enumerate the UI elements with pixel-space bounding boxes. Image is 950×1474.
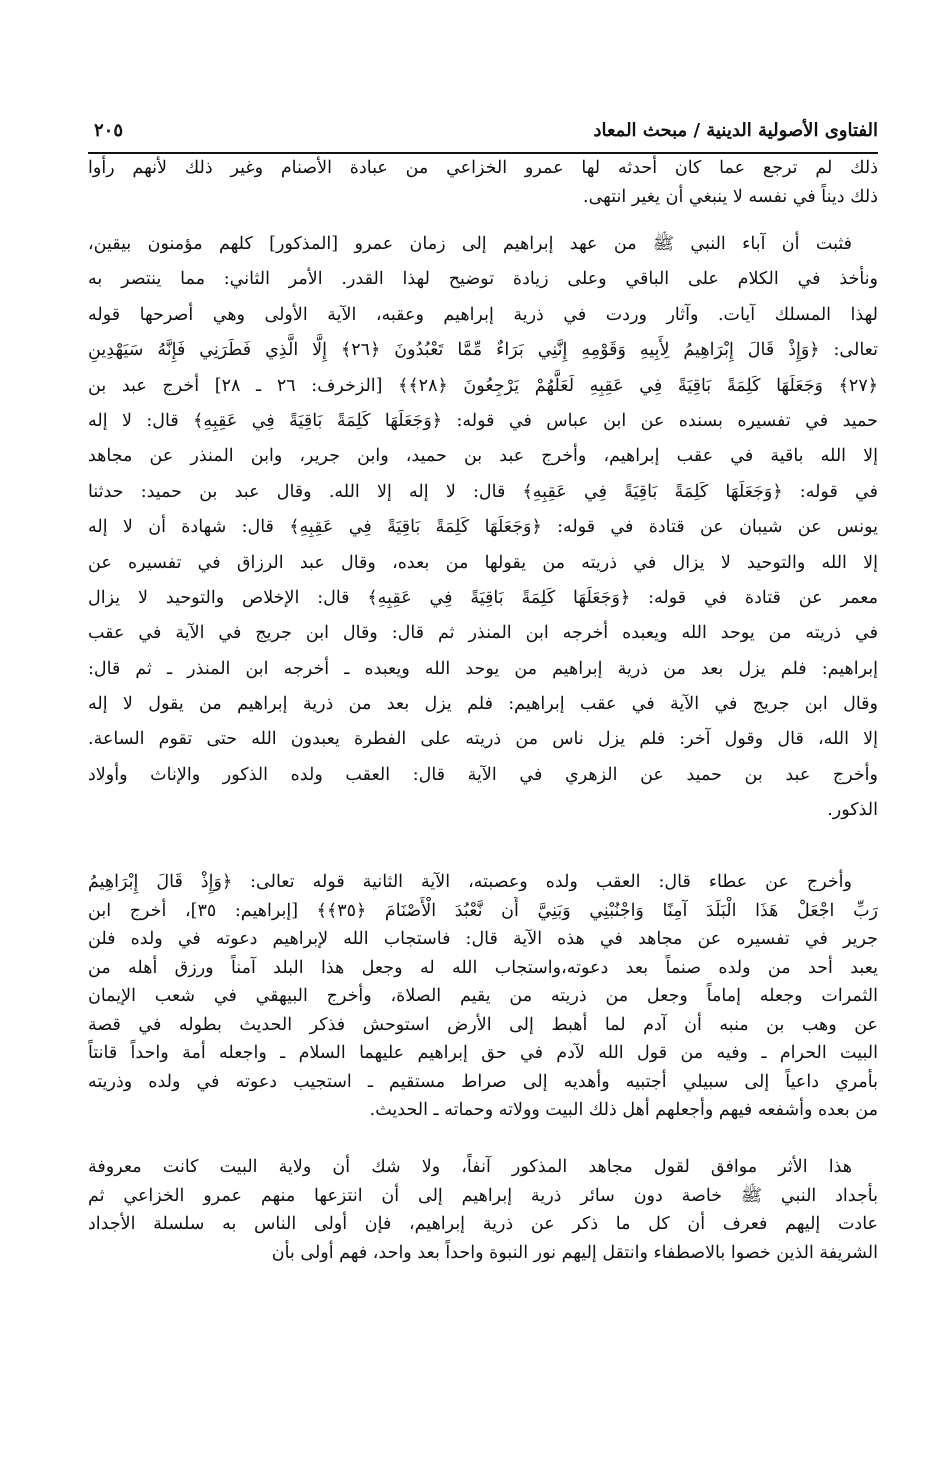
text-line: ﴿٢٧﴾ وَجَعَلَهَا كَلِمَةً بَاقِيَةً فِي عَقِبِهِ لَعَلَّهُمْ يَرْجِعُونَ ﴿٢٨﴾﴾ [الزخرف: ٢٦ ـ ٢٨] أخرج عبد بن xyxy=(88,375,878,396)
paragraph xyxy=(88,227,878,829)
text-line: الشريفة الذين خصوا بالاصطفاء وانتقل إليهم نور النبوة واحداً بعد واحد، فهم أولى بأن xyxy=(271,1242,878,1263)
text-line: تعالى: ﴿وَإِذْ قَالَ إِبْرَاهِيمُ لِأَبِيهِ وَقَوْمِهِ إِنَّنِي بَرَاءٌ مِّمَّا تَعْبُدُونَ ﴿٢٦﴾ إِلَّا الَّذِي فَطَرَنِي فَإِنَّهُ سَيَهْدِينِ xyxy=(88,340,878,361)
paragraph xyxy=(88,868,878,1125)
text-line: في ذريته من يوحد الله ويعبده أخرجه ابن المنذر ثم قال: وقال ابن جريج في الآية في عقب xyxy=(88,623,878,644)
page-number: ٢٠٥ xyxy=(94,120,124,141)
paragraph xyxy=(88,154,878,211)
text-line: رَبِّ اجْعَلْ هَذَا الْبَلَدَ آمِنًا وَاجْنُبْنِي وَبَنِيَّ أَن نَّعْبُدَ الْأَصْنَامَ ﴿٣٥﴾﴾ [إبراهيم: ٣٥]، أخرج ابن xyxy=(88,900,878,921)
text-line: ونأخذ في الكلام على الباقي وعلى زيادة توضيح لهذا القدر. الأمر الثاني: مما ينتصر به xyxy=(88,269,878,290)
text-line: عن وهب بن منبه أن آدم لما أهبط إلى الأرض استوحش فذكر الحديث بطوله في قصة xyxy=(88,1014,878,1035)
text-line: إبراهيم: فلم يزل بعد من ذرية إبراهيم من يوحد الله ويعبده ـ أخرجه ابن المنذر ـ ثم قال: xyxy=(88,658,878,679)
text-line: عادت إليهم فعرف أن كل ما ذكر عن ذرية إبراهيم، فإن أولى الناس به سلسلة الأجداد xyxy=(88,1214,878,1234)
running-title: الفتاوى الأصولية الدينية / مبحث المعاد xyxy=(593,120,878,141)
page-header xyxy=(88,118,878,150)
text-line: يونس عن شيبان عن قتادة في قوله: ﴿وَجَعَلَهَا كَلِمَةً بَاقِيَةً فِي عَقِبِهِ﴾ قال: شهادة أن لا إله xyxy=(88,517,878,538)
text-line: حميد في تفسيره بسنده عن ابن عباس في قوله: ﴿وَجَعَلَهَا كَلِمَةً بَاقِيَةً فِي عَقِبِهِ﴾ قال: لا إله xyxy=(88,410,878,431)
text-line: بأمري داعياً إلى سبيلي أجتبيه وأهديه إلى صراط مستقيم ـ استجيب دعوته في ولده وذريته xyxy=(88,1071,878,1092)
text-line: وأخرج عن عطاء قال: العقب ولده وعصبته، الآية الثانية قوله تعالى: ﴿وَإِذْ قَالَ إِبْرَاهِيمُ xyxy=(88,872,852,892)
text-line: ذلك ديناً في نفسه لا ينبغي أن يغير انتهى. xyxy=(583,186,878,207)
text-line: لهذا المسلك آيات. وآثار وردت في ذرية إبراهيم وعقبه، الآية الأولى وهي أصرحها قوله xyxy=(88,304,878,325)
text-line: من بعده وأشفعه فيهم وأجعلهم أهل ذلك البيت وولاته وحماته ـ الحديث. xyxy=(369,1100,878,1120)
text-line: معمر عن قتادة في قوله: ﴿وَجَعَلَهَا كَلِمَةً بَاقِيَةً فِي عَقِبِهِ﴾ قال: الإخلاص والتوحيد لا يزال xyxy=(88,587,878,608)
text-line: إلا الله والتوحيد لا يزال في ذريته من يقولها من بعده، وقال عبد الرزاق في تفسيره عن xyxy=(88,552,878,573)
paragraph xyxy=(88,1153,878,1267)
text-line: ذلك لم ترجع عما كان أحدثه لها عمرو الخزاعي من عبادة الأصنام وغير ذلك لأنهم رأوا xyxy=(88,158,878,178)
text-line: فثبت أن آباء النبي ﷺ من عهد إبراهيم إلى زمان عمرو [المذكور] كلهم مؤمنون بيقين، xyxy=(88,234,852,254)
text-line: هذا الأثر موافق لقول مجاهد المذكور آنفاً، ولا شك أن ولاية البيت كانت معروفة xyxy=(88,1157,852,1177)
text-line: بأجداد النبي ﷺ خاصة دون سائر ذرية إبراهيم إلى أن انتزعها منهم عمرو الخزاعي ثم xyxy=(88,1185,878,1206)
text-line: البيت الحرام ـ وفيه من قول الله لآدم في حق إبراهيم عليهما السلام ـ واجعله أمة واحداً قانتاً xyxy=(88,1043,878,1063)
text-line: وقال ابن جريج في الآية في عقب إبراهيم: فلم يزل بعد من ذرية إبراهيم من يقول لا إله xyxy=(88,694,878,715)
text-line: جرير في تفسيره عن مجاهد في هذه الآية قال: فاستجاب الله لإبراهيم دعوته في ولده فلن xyxy=(88,929,878,949)
text-line: في قوله: ﴿وَجَعَلَهَا كَلِمَةً بَاقِيَةً فِي عَقِبِهِ﴾ قال: لا إله إلا الله. وقال عبد بن حميد: حدثنا xyxy=(88,481,878,502)
text-line: الذكور. xyxy=(827,800,878,821)
text-line: إلا الله باقية في عقب إبراهيم، وأخرج عبد بن حميد، وابن جرير، وابن المنذر عن مجاهد xyxy=(88,446,878,467)
text-line: وأخرج عبد بن حميد عن الزهري في الآية قال: العقب ولده الذكور والإناث وأولاد xyxy=(88,764,878,785)
text-line: الثمرات وجعله إماماً وجعل من ذريته من يقيم الصلاة، وأخرج البيهقي في شعب الإيمان xyxy=(88,986,878,1006)
text-line: يعبد أحد من ولده صنماً بعد دعوته،واستجاب الله له وجعل هذا البلد آمناً ورزق أهله من xyxy=(88,957,878,978)
text-line: إلا الله، قال وقول آخر: فلم يزل ناس من ذريته على الفطرة يعبدون الله حتى تقوم الساعة. xyxy=(88,729,878,750)
